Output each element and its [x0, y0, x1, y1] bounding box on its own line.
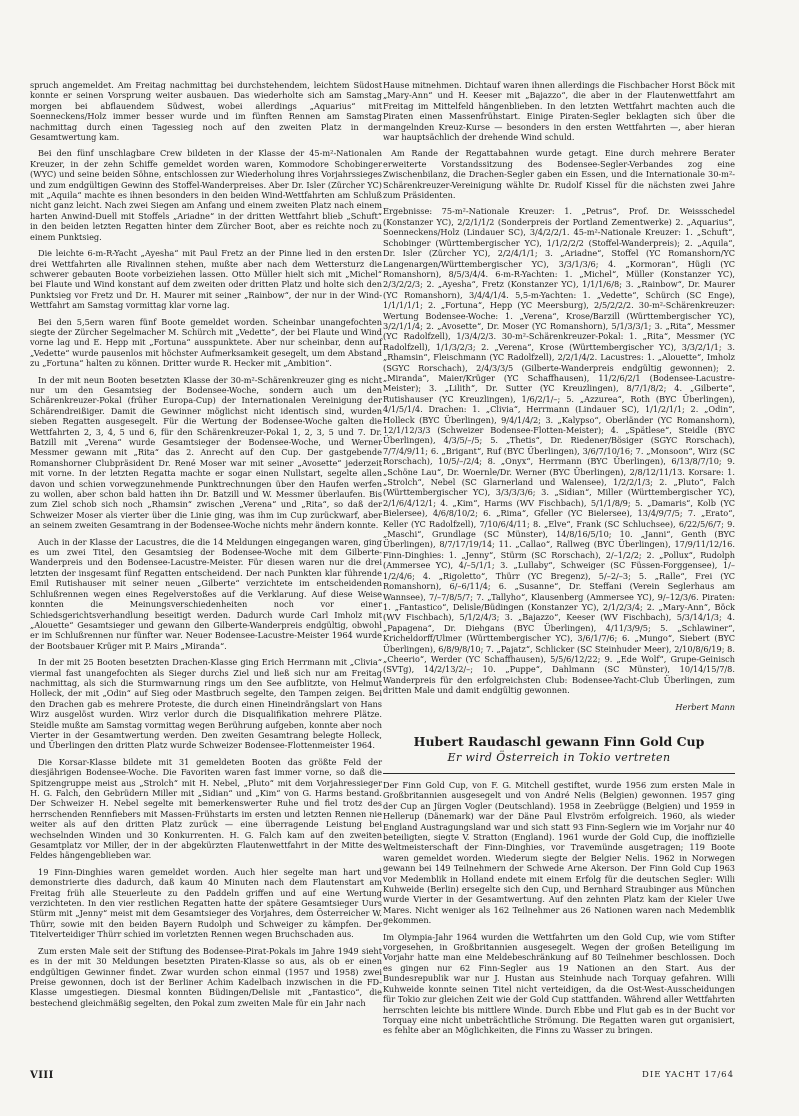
results-list: Ergebnisse: 75-m²-Nationale Kreuzer: 1. „Petrus“, Prof. Dr. Weissschedel (Konstanzer YC), 2/2/1/1/2 (Sonderpreis der Portland Zementwerke) 2. „Aquarius“, Soenneckens/Holz (Lindauer SC), 3/4/2/2/1. 45-m²-Nationale Kreuzer: 1. „Schuft“, Schobinger (Württembergischer YC), 1/1/2/2/2 (Stoffel-Wanderpreis); 2. „Aquila“, Dr. Isler (Zürcher YC), 2/2/4/1/1; 3. „Ariadne“, Stoffel (YC Romanshorn/YC Langenargen/Württembergischer YC), 3/3/1/3/6; 4. „Kormoran“, Hügli (YC Romanshorn), 8/5/3/4/4. 6-m-R-Yachten: 1. „Michel“, Müller (Konstanzer YC), 2/3/2/2/3; 2. „Ayesha“, Fretz (Konstanzer YC), 1/1/1/6/8; 3. „Rainbow“, Dr. Maurer (YC Romanshorn), 3/4/4/1/4. 5,5-m-Yachten: 1. „Vedette“, Schürch (SC Enge), 1/1/1/1/1; 2. „Fortuna“, Hepp (YC Meersburg), 2/5/2/2/2. 30-m²-Schärenkreuzer: Wertung Bodensee-Woche: 1. „Verena“, Krose/Barzill (Württembergischer YC), 3/2/1/1/4; 2. „Avosette“, Dr. Moser (YC Romanshorn), 5/1/3/3/1; 3. „Rita“, Messmer (YC Radolfzell), 1/3/4/2/3. 30-m²-Schärenkreuzer-Pokal: 1. „Rita“, Messmer (YC Radolfzell), 1/1/3/2/3; 2. „Verena“, Krose (Württembergischer YC), 3/3/2/1/1; 3. „Rhamsin“, Fleischmann (YC Radolfzell), 2/2/1/4/2. Lacustres: 1. „Alouette“, Imholz (SGYC Rorschach), 2/4/3/3/5 (Gilberte-Wanderpreis endgültig gewonnen); 2. „Miranda“, Maier/Krüger (YC Schaffhausen), 11/2/6/2/1 (Bodensee-Lacustre-Meister); 3. „Lilith“, Dr. Sutter (YC Kreuzlingen), 8/7/1/8/2; 4. „Gilberte“, Rutishauser (YC Kreuzlingen), 1/6/2/1/–; 5. „Azzurea“, Roth (BYC Überlingen), 4/1/5/1/4. Drachen: 1. „Clivia“, Herrmann (Lindauer SC), 1/1/2/1/1; 2. „Odin“, Holleck (BYC Überlingen), 9/4/1/4/2; 3. „Kalypso“, Oberländer (YC Romanshorn), 12/1/12/3/3 (Schweizer Bodensee-Flotten-Meister); 4. „Spätlese“, Steidle (BYC Überlingen), 4/3/5/–/5; 5. „Thetis“, Dr. Riedener/Bösiger (SGYC Rorschach), 7/7/4/9/11; 6. „Brigant“, Ruf (BYC Überlingen), 3/6/7/10/16; 7. „Monsoon“, Wirz (SC Rorschach), 10/5/–/2/4; 8. „Onyx“, Herrmann (BYC Überlingen), 6/13/8/7/10; 9. „Schöne Lau“, Dr. Woernle/Dr. Werner (BYC Überlingen), 2/8/12/11/13. Korsare: 1. „Strolch“, Nebel (SC Glarnerland und Walensee), 1/2/2/1/3; 2. „Pluto“, Falch (Württembergischer YC), 3/3/3/3/6; 3. „Sidian“, Miller (Württembergischer YC), 2/1/6/4/12/1; 4. „Kim“, Harms (WV Fischbach), 5/1/1/8/9; 5. „Damaris“, Kolb (YC Bielersee), 4/6/8/10/2; 6. „Rima“, Gfeller (YC Bielersee), 13/4/9/7/5; 7. „Erato“, Keller (YC Radolfzell), 7/10/6/4/11; 8. „Elve“, Frank (SC Schluchsee), 6/22/5/6/7; 9. „Maschi“, Grundlage (SC Münster), 14/8/16/5/10; 10. „Janni“, Genth (BYC Überlingen), 8/7/17/19/14; 11. „Callao“, Rallweg (BYC Überlingen), 17/9/11/12/16. Finn-Dinghies: 1. „Jenny“, Stürm (SC Rorschach), 2/–1/2/2; 2. „Pollux“, Rudolph (Ammersee YC), 4/–5/1/1; 3. „Lullaby“, Schweiger (SC Füssen-Forggensee), 1/–1/2/4/6; 4. „Rigoletto“, Thürr (YC Bregenz), 5/–2/–3; 5. „Ralle“, Frei (YC Romanshorn), 6/–6/11/4; 6. „Susanne“, Dr. Steffani (Verein Seglerhaus am Wannsee), 7/–7/8/5/7; 7. „Tallyho“, Klausenberg (Ammersee YC), 9/–12/3/6. Piraten: 1. „Fantastico“, Delisle/Büdingen (Konstanzer YC), 2/1/2/3/4; 2. „Mary-Ann“, Böck (WV Fischbach), 5/1/2/4/3; 3. „Bajazzo“, Keeser (WV Fischbach), 5/3/14/1/3; 4. „Papagena“, Dr. Diehgans (BYC Überlingen), 4/11/3/9/5; 5. „Schlawiner“, Kricheldorff/Ulmer (Württembergischer YC), 3/6/1/7/6; 6. „Mungo“, Siebert (BYC Überlingen), 6/8/9/8/10; 7. „Pajatz“, Schlicker (SC Steinhuder Meer), 2/10/8/6/19; 8. „Cheerio“, Werder (YC Schaffhausen), 5/5/6/12/22; 9. „Ede Wolf“, Grupe-Geinisch (SVTg), 14/2/13/2/–; 10. „Puppe“, Dahlmann (SC Münster), 10/14/15/7/8. Wanderpreis für den erfolgreichsten Club: Bodensee-Yacht-Club Überlingen, zum dritten Male und damit endgültig gewonnen.: [383, 206, 735, 696]
divider: [383, 773, 735, 774]
body-paragraph: Die leichte 6-m-R-Yacht „Ayesha“ mit Paul Fretz an der Pinne lied in den ersten drei Wettfahrten alle Rivalinnen stehen, mußte aber nach dem Wettersturz die schwerer gebauten Boote vorbeiziehen lassen. Otto Müller hielt sich mit „Michel“ bei Flaute und Wind konstant auf dem zweiten oder dritten Platz und holte sich den Punktsieg vor Fretz und Dr. H. Maurer mit seiner „Rainbow“, der nur in der Wind-Wettfahrt am Samstag vormittag klar vorne lag.: [30, 248, 382, 311]
article-headline: Hubert Raudaschl gewann Finn Gold Cup: [413, 733, 705, 749]
body-paragraph: Auch in der Klasse der Lacustres, die die 14 Meldungen eingegangen waren, ging es um zwei Titel, den Gesamtsieg der Bodensee-Woche mit dem Gilberte-Wanderpreis und den Bodensee-Lacustre-Meister. Für diesen waren nur die drei letzten der insgesamt fünf Regatten entscheidend. Der nach Punkten klar führende Emil Rutishauser mit seiner neuen „Gilberte“ verzichtete im entscheidenden Schlußrennen wegen eines Regelverstoßes auf die Verklarung. Auf diese Weise konnten die Meinungsverschiedenheiten noch vor einer Schiedsgerichtsverhandlung beseitigt werden. Dadurch wurde Carl Imholz mit „Alouette“ Gesamtsieger und gewann den Gilberte-Wanderpreis endgültig, obwohl er im Schlußrennen nur fünfter war. Neuer Bodensee-Lacustre-Meister 1964 wurde der Bootsbauer Krüger mit P. Mairs „Miranda“.: [30, 536, 382, 651]
left-column: [30, 80, 382, 1014]
author-byline: Herbert Mann: [675, 701, 735, 712]
right-column: [383, 80, 735, 1042]
article-paragraph: Im Olympia-Jahr 1964 wurden die Wettfahrten um den Gold Cup, wie vom Stifter vorgesehen, in Großbritannien ausgesegelt. Wegen der großen Beteiligung im Vorjahr hatte man eine Meldebeschränkung auf 80 Teilnehmer beschlossen. Doch es gingen nur 62 Finn-Segler aus 19 Nationen an den Start. Aus der Bundesrepublik war nur J. Hustan aus Steinhude nach Torquay gefahren. Willi Kuhweide konnte seinen Titel nicht verteidigen, da die Ost-West-Ausscheidungen für Tokio zur gleichen Zeit wie der Gold Cup stattfanden. Während aller Wettfahrten herrschten leichte bis mittlere Winde. Durch Ebbe und Flut gab es in der Bucht vor Torquay eine nicht unbeträchtliche Strömung. Die Regatten waren gut organisiert, es fehlte aber an Möglichkeiten, die Finns zu Wasser zu bringen.: [383, 931, 735, 1036]
page-number: VIII: [30, 1070, 54, 1081]
body-paragraph: Bei den 5,5ern waren fünf Boote gemeldet worden. Scheinbar unangefochten siegte der Zürcher Segelmacher M. Schürch mit „Vedette“, der bei Flaute und Wind vorne lag und E. Hepp mit „Fortuna“ ausspunktete. Aber nur scheinbar, denn auf „Vedette“ wurde pausenlos mit höchster Aufmerksamkeit gesegelt, um dem Abstand zu „Fortuna“ halten zu können. Dritter wurde R. Hecker mit „Ambition“.: [30, 316, 382, 369]
magazine-issue: DIE YACHT 17/64: [642, 1070, 734, 1080]
body-paragraph: Am Rande der Regattabahnen wurde getagt. Eine durch mehrere Berater erweiterte Vorstandssitzung des Bodensee-Segler-Verbandes zog eine Zwischenbilanz, die Drachen-Segler gaben ein Essen, und die Internationale 30-m²-Schärenkreuzer-Vereinigung wählte Dr. Rudolf Kissel für die nächsten zwei Jahre zum Präsidenten.: [383, 148, 735, 201]
article-paragraph: Der Finn Gold Cup, von F. G. Mitchell gestiftet, wurde 1956 zum ersten Male in Großbritannien ausgesegelt und von André Nelis (Belgien) gewonnen. 1957 ging der Cup an Jürgen Vogler (Deutschland). 1958 in Zeebrügge (Belgien) und 1959 in Hellerup (Dänemark) war der Däne Paul Elvström erfolgreich. 1960, als wieder England Austragungsland war und sich statt 93 Finn-Seglern wie im Vorjahr nur 40 beteiligten, siegte V. Stratton (England). 1961 wurde der Gold Cup, die inoffizielle Weltmeisterschaft der Finn-Dinghies, vor Travemünde ausgetragen; 119 Boote waren gemeldet worden. Wiederum siegte der Belgier Nelis. 1962 in Norwegen gewann bei 149 Teilnehmern der Schwede Arne Akerson. Der Finn Gold Cup 1963 vor Medemblik in Holland endete mit einem Erfolg für die deutschen Segler: Willi Kuhweide (Berlin) ersegelte sich den Cup, und Bernhard Straubinger aus München wurde Vierter in der Gesamtwertung. Auf den zehnten Platz kam der Kieler Uwe Mares. Nicht weniger als 162 Teilnehmer aus 26 Nationen waren nach Medemblik gekommen.: [383, 779, 735, 926]
body-paragraph: Zum ersten Male seit der Stiftung des Bodensee-Pirat-Pokals im Jahre 1949 sieht es in der mit 30 Meldungen besetzten Piraten-Klasse so aus, als ob er einen endgültigen Gewinner findet. Zwar wurden schon einmal (1957 und 1958) zwei Preise gewonnen, doch ist der Berliner Achim Kadelbach inzwischen in die FD-Klasse umgestiegen. Diesmal konnten Büdingen/Delisle mit „Fantastico“, die bestechend gleichmäßig segelten, den Pokal zum zweiten Male für ein Jahr nach: [30, 945, 382, 1008]
body-paragraph: In der mit neun Booten besetzten Klasse der 30-m²-Schärenkreuzer ging es nicht nur um den Gesamtsieg der Bodensee-Woche, sondern auch um den Schärenkreuzer-Pokal (früher Europa-Cup) der Internationalen Vereinigung der Schärendreißiger. Damit die Gewinner möglichst nicht identisch sind, wurden sieben Regatten ausgesegelt. Für die Wertung der Bodensee-Woche galten die Wettfahrten 2, 3, 4, 5 und 6, für den Schärenkreuzer-Pokal 1, 2, 3, 5 und 7. Dr. Batzill mit „Verena“ wurde Gesamtsieger der Bodensee-Woche, und Werner Messmer gewann mit „Rita“ das 2. Anrecht auf den Cup. Der gastgebende Romanshorner Clubpräsident Dr. René Moser war mit seiner „Avosette“ jederzeit mit vorne. In der letzten Regatta machte er sogar einen Nullstart, segelte allen davon und schien vorwegzunehmende Punktrechnungen über den Haufen werfen zu wollen, aber schon bald hatten ihn Dr. Batzill und W. Messmer überlaufen. Bis zum Ziel schob sich noch „Rhamsin“ zwischen „Verena“ und „Rita“, so daß der Schweizer Moser als vierter über die Linie ging, was ihm im Cup zurückwarf, aber an seinem zweiten Gesamtrang in der Bodensee-Woche nichts mehr ändern konnte.: [30, 374, 382, 531]
body-paragraph: spruch angemeldet. Am Freitag nachmittag bei durchstehendem, leichtem Südost konnte er seinen Vorsprung weiter ausbauen. Das wiederholte sich am Samstag morgen bei abflauendem Südwest, wobei allerdings „Aquarius“ mit Soenneckens/Holz immer besser wurde und im fünften Rennen am Samstag nachmittag durch einen Tagessieg noch auf den zweiten Platz in der Gesamtwertung kam.: [30, 80, 382, 143]
body-paragraph: Bei den fünf unschlagbare Crew bildeten in der Klasse der 45-m²-Nationalen Kreuzer, in der zehn Schiffe gemeldet worden waren, Kommodore Schobinger (WYC) und seine beiden Söhne, entschlossen zur Wiederholung ihres Vorjahrssieges und zum endgültigen Gewinn des Stoffel-Wanderpreises. Aber Dr. Isler (Zürcher YC) mit „Aquila“ machte es ihnen besonders in den beiden Wind-Wettfahrten am Schluß nicht ganz leicht. Nach zwei Siegen am Anfang und einem zweiten Platz nach einem harten Anwind-Duell mit Stoffels „Ariadne“ in der dritten Wettfahrt blieb „Schuft“ in den beiden letzten Regatten hinter dem Zürcher Boot, aber es reichte noch zu einem Punktsieg.: [30, 148, 382, 242]
body-paragraph: Die Korsar-Klasse bildete mit 31 gemeldeten Booten das größte Feld der diesjährigen Bodensee-Woche. Die Favoriten waren fast immer vorne, so daß die Spitzengruppe meist aus „Strolch“ mit H. Nebel, „Pluto“ mit dem Vorjahressieger H. G. Falch, den Gebrüdern Miller mit „Sidian“ und „Kim“ von G. Harms bestand. Der Schweizer H. Nebel segelte mit bemerkenswerter Ruhe und fiel trotz des herrschenden Rennfiebers mit Massen-Frühstarts im ersten und letzten Rennen nie weiter als auf den dritten Platz zurück — eine überragende Leistung bei wechselnden Winden und 30 Konkurrenten. H. G. Falch kam auf den zweiten Gesamtplatz vor Miller, der in der abgekürzten Flautenwettfahrt in der Mitte des Feldes hängengeblieben war.: [30, 756, 382, 861]
body-paragraph: In der mit 25 Booten besetzten Drachen-Klasse ging Erich Herrmann mit „Clivia“ viermal fast unangefochten als Sieger durchs Ziel und ließ sich nur am Freitag nachmittag, als sich die Sturmwarnung rings um den See aufblitzte, von Helmut Holleck, der mit „Odin“ auf Sieg oder Mastbruch segelte, den Tampen zeigen. Bei den Drachen gab es mehrere Proteste, die durch einen Hineindrängslart von Hans Wirz ausgelöst wurden. Wirz verlor durch die Disqualifikation mehrere Plätze. Steidle mußte am Samstag vormittag wegen Berührung aufgeben, konnte aber noch Vierter in der Gesamtwertung werden. Den zweiten Gesamtrang belegte Holleck, und Überlingen den dritten Platz wurde Schweizer Bodensee-Flottenmeister 1964.: [30, 657, 382, 751]
body-paragraph: 19 Finn-Dinghies waren gemeldet worden. Auch hier segelte man hart und demonstrierte dies dadurch, daß kaum 40 Minuten nach dem Flautenstart am Freitag früh alle Steuerleute zu den Paddeln griffen und auf eine Wertung verzichteten. In den vier restlichen Regatten hatte der spätere Gesamtsieger Uurs Stürm mit „Jenny“ meist mit dem Gesamtsieger des Vorjahres, dem Österreicher W. Thürr, sowie mit den beiden Bayern Rudolph und Schweiger zu kämpfen. Der Titelverteidiger Thürr schied im vorletzten Rennen wegen Bruchschaden aus.: [30, 866, 382, 940]
body-paragraph: Hause mitnehmen. Dichtauf waren ihnen allerdings die Fischbacher Horst Böck mit „Mary-Ann“ und H. Keeser mit „Bajazzo“, die aber in der Flautenwettfahrt am Freitag im Mittelfeld hängenblieben. In den letzten Wettfahrt machten auch die Piraten einen Massenfrühstart. Einige Piraten-Segler beklagten sich über die mangelnden Kreuz-Kurse — besonders in den ersten Wettfahrten —, aber hieran war hauptsächlich der drehende Wind schuld.: [383, 80, 735, 143]
article-subheadline: Er wird Österreich in Tokio vertreten: [447, 750, 671, 764]
